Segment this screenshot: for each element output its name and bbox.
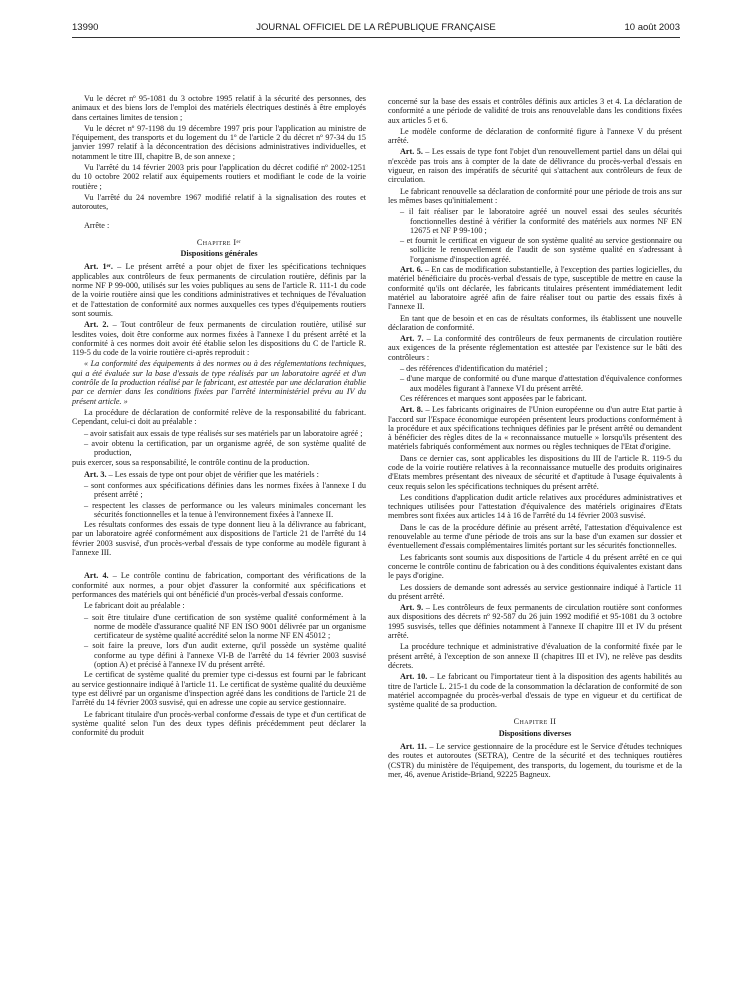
right-column bbox=[388, 97, 682, 781]
visa-paragraph: Vu le décret nº 97-1198 du 19 décembre 1997 pris pour l'application au ministre de l'équipement, des transports et du logement du 1º de l'article 2 du décret nº 97-34 du 15 janvier 1997 relatif à la déconcentration des décisions administratives individuelles, et notamment le titre III, chapitre B, de son annexe ; bbox=[72, 123, 366, 161]
article-8 bbox=[388, 405, 682, 451]
article-text: – La conformité des contrôleurs de feux permanents de circulation routière aux exigences de la présente réglementation est attestée par l'existence sur le bâti des contrôleurs : bbox=[388, 334, 682, 362]
article-text: – Tout contrôleur de feux permanents de circulation routière, utilisé sur lesdites voies, doit être conforme aux normes fixées à l'annexe I du présent arrêté et la conformité à ces normes doit avoir été établie selon les dispositions du C de l'article R. 119-5 du code de la voirie routière ci-après reproduit : bbox=[72, 320, 366, 358]
paragraph: concerné sur la base des essais et contrôles définis aux articles 3 et 4. La déclaration de conformité a une période de validité de trois ans renouvelable dans les conditions fixées aux articles 5 et 6. bbox=[388, 97, 682, 125]
chapter-subtitle: Dispositions diverses bbox=[498, 728, 572, 738]
article-label: Art. 8. bbox=[400, 405, 423, 415]
article-text: – Le fabricant ou l'importateur tient à la disposition des agents habilités au titre de l'article L. 215-1 du code de la consommation la déclaration de conformité de son matériel accompagnée du procès-verbal d'essais de type en vigueur et du certificat de système qualité de sa production. bbox=[388, 672, 682, 710]
article-label: Art. 5. bbox=[400, 147, 423, 157]
article-text: – Les essais de type ont pour objet de vérifier que les matériels : bbox=[106, 469, 319, 479]
paragraph: Les fabricants sont soumis aux dispositions de l'article 4 du présent arrêté en ce qui concerne le contrôle continu de fabrication ou à des conditions équivalentes existant dans le pays d'origine. bbox=[388, 552, 682, 581]
article-5 bbox=[388, 147, 682, 184]
paragraph: puis exercer, sous sa responsabilité, le contrôle continu de la production. bbox=[72, 458, 310, 468]
chapter-subtitle: Dispositions générales bbox=[180, 249, 258, 259]
article-text: – Les essais de type font l'objet d'un renouvellement partiel dans un délai qui n'excède pas trois ans à compter de la date de délivrance du procès-verbal d'essais en vigueur, en raison des impératifs de sécurité qui s'attachent aux contrôleurs de feux de circulation. bbox=[388, 147, 683, 185]
paragraph: Le certificat de système qualité du premier type ci-dessus est fourni par le fabricant au service gestionnaire indiqué à l'article 11. Le certificat de système qualité du deuxième type est délivré par un organisme d'inspection agréé dans les conditions de l'article 21 de l'arrêté du 14 février 2003 susvisé, qui en adresse une copie au service gestionnaire. bbox=[72, 670, 366, 708]
visa-paragraph: Vu l'arrêté du 24 novembre 1967 modifié relatif à la signalisation des routes et autoroutes, bbox=[72, 192, 366, 212]
visa-paragraph: Vu le décret nº 95-1081 du 3 octobre 1995 relatif à la sécurité des personnes, des animaux et des biens lors de l'emploi des matériels électriques destinés à être employés dans certaines limites de tension ; bbox=[72, 94, 366, 122]
article-2 bbox=[72, 320, 366, 357]
list-item: – des références d'identification du matériel ; bbox=[400, 364, 548, 374]
list-item: – sont conformes aux spécifications définies dans les normes fixées à l'annexe I du présent arrêté ; bbox=[84, 480, 366, 500]
chapter-title: Chapitre II bbox=[513, 717, 557, 727]
paragraph: Les conditions d'application dudit article relatives aux procédures administratives et techniques utilisées pour l'attestation d'équivalence des matériels originaires d'Etats membres sont fixées aux articles 14 à 16 de l'arrêté du 14 février 2003 susvisé. bbox=[388, 492, 682, 521]
paragraph: La procédure technique et administrative d'évaluation de la conformité fixée par le présent arrêté, à l'exception de son annexe II (chapitres III et IV), ne relève pas desdits décrets. bbox=[388, 642, 682, 670]
article-label: Art. 4. bbox=[84, 571, 109, 581]
article-text: – Le contrôle continu de fabrication, comportant des vérifications de la conformité aux normes, a pour objet d'assurer la conformité aux spécifications et performances des matériels qui ont bénéficié d'un procès-verbal d'essais conforme. bbox=[72, 571, 367, 599]
paragraph: Le fabricant doit au préalable : bbox=[84, 601, 185, 611]
list-item: – respectent les classes de performance ou les valeurs minimales concernant les sécurités fonctionnelles et la tenue à l'environnement fixées à l'annexe II. bbox=[84, 500, 366, 519]
paragraph: Les résultats conformes des essais de type donnent lieu à la délivrance au fabricant, par un laboratoire agréé conformément aux dispositions de l'article 21 de l'arrêté du 14 février 2003 susvisé, d'un procès-verbal d'essais de type conforme au modèle figurant à l'annexe III. bbox=[72, 520, 366, 558]
article-1 bbox=[72, 262, 366, 318]
paragraph: La procédure de déclaration de conformité relève de la responsabilité du fabricant. Cependant, celui-ci doit au préalable : bbox=[72, 407, 366, 427]
arrete-line: Arrête : bbox=[84, 220, 110, 230]
journal-title: JOURNAL OFFICIEL DE LA RÉPUBLIQUE FRANÇAISE bbox=[256, 22, 496, 33]
article-7 bbox=[388, 334, 682, 362]
article-11 bbox=[388, 742, 682, 779]
header-rule bbox=[72, 37, 680, 38]
article-text: – Les fabricants originaires de l'Union européenne ou d'un autre Etat partie à l'accord sur l'Espace économique européen présentent leurs productions conformément à la procédure et aux spécifications techniques définies par le présent arrêté ou demandent à bénéficier des règles dites de la « reconnaissance mutuelle » lorsqu'ils présentent des matériels fabriqués conformément aux normes ou règles techniques de l'Etat d'origine. bbox=[388, 405, 682, 452]
paragraph: Ces références et marques sont apposées par le fabricant. bbox=[400, 393, 587, 403]
article-label: Art. 2. bbox=[84, 320, 109, 330]
article-text: – Le service gestionnaire de la procédure est le Service d'études techniques des routes et autoroutes (SETRA), Centre de la sécurité et des techniques routières (CSTR) du ministère de l'équipement, des transports, du logement, du tourisme et de la mer, 46, avenue Aristide-Briand, 92225 Bagneux. bbox=[388, 742, 682, 779]
paragraph: Les dossiers de demande sont adressés au service gestionnaire indiqué à l'article 11 du présent arrêté. bbox=[388, 582, 682, 601]
article-6 bbox=[388, 265, 682, 311]
list-item: – soit faire la preuve, lors d'un audit externe, qu'il possède un système qualité conforme au type défini à l'annexe VI-B de l'arrêté du 14 février 2003 susvisé (option A) et précisé à l'annexe IV du présent arrêté. bbox=[84, 641, 366, 670]
paragraph: Le fabricant titulaire d'un procès-verbal conforme d'essais de type et d'un certificat de système qualité selon l'un des deux types définis précédemment peut déclarer la conformité du produit bbox=[72, 709, 366, 738]
article-label: Art. 10. bbox=[400, 672, 428, 682]
list-item: – soit être titulaire d'une certification de son système qualité conformément à la norme de modèle d'assurance qualité NF EN ISO 9001 délivrée par un organisme certificateur de système qualité accrédité selon la norme NF EN 45012 ; bbox=[84, 612, 366, 641]
left-column bbox=[72, 94, 366, 739]
list-item: – et fournit le certificat en vigueur de son système qualité au service gestionnaire ou sollicite le renouvellement de l'audit de son système qualité en s'adressant à l'organisme d'inspection agréé. bbox=[400, 236, 682, 264]
list-item: – avoir obtenu la certification, par un organisme agréé, de son système qualité de production, bbox=[84, 438, 366, 458]
article-label: Art. 3. bbox=[84, 469, 107, 479]
article-text: – Les contrôleurs de feux permanents de circulation routière sont conformes aux dispositions des décrets nº 92-587 du 26 juin 1992 modifié et 95-1081 du 3 octobre 1995 susvisés, telles que définies notamment à l'annexe II chapitre III et IV du présent arrêté. bbox=[388, 603, 682, 641]
paragraph: Le fabricant renouvelle sa déclaration de conformité pour une période de trois ans sur les mêmes bases qu'initialement : bbox=[388, 186, 682, 205]
article-4 bbox=[72, 571, 366, 599]
list-item: – il fait réaliser par le laboratoire agréé un nouvel essai des seules sécurités fonctionnelles destiné à vérifier la conformité des matériels aux normes NF EN 12675 et NF P 99-100 ; bbox=[400, 207, 682, 235]
visa-paragraph: Vu l'arrêté du 14 février 2003 pris pour l'application du décret codifié nº 2002-1251 du 10 octobre 2002 relatif aux équipements routiers et modifiant le code de la voirie routière ; bbox=[72, 163, 366, 191]
page-number: 13990 bbox=[72, 22, 99, 33]
article-label: Art. 1ᵉʳ. bbox=[84, 262, 113, 272]
paragraph: Dans le cas de la procédure définie au présent arrêté, l'attestation d'équivalence est renouvelable au terme d'une période de trois ans sur la base d'un examen sur dossier et éventuellement d'essais complémentaires limités portant sur les sécurités fonctionnelles. bbox=[388, 522, 682, 551]
paragraph: Dans ce dernier cas, sont applicables les dispositions du III de l'article R. 119-5 du code de la voirie routière relatives à la reconnaissance mutuelle des produits originaires d'Etats membres présentant des niveaux de sécurité et d'aptitude à l'usage équivalents à ceux requis selon les spécifications techniques du présent arrêté. bbox=[388, 453, 682, 491]
chapter-title: Chapitre Iᵉʳ bbox=[196, 237, 242, 247]
article-text: – En cas de modification substantielle, à l'exception des parties logicielles, du matériel bénéficiaire du procès-verbal d'essais de type, susceptible de mettre en cause la conformité qu'ils ont déclarée, les fabricants titulaires présentent immédiatement ledit matériel au laboratoire agréé afin de faire réaliser tout ou partie des essais fixés à l'annexe II. bbox=[388, 265, 682, 312]
article-label: Art. 9. bbox=[400, 603, 424, 613]
article-label: Art. 6. bbox=[400, 265, 423, 275]
article-10 bbox=[388, 672, 682, 709]
issue-date: 10 août 2003 bbox=[624, 22, 680, 33]
paragraph: Le modèle conforme de déclaration de conformité figure à l'annexe V du présent arrêté. bbox=[388, 126, 682, 146]
code-quote: « La conformité des équipements à des normes ou à des réglementations techniques, qui a été évaluée sur la base d'essais de type réalisés par un laboratoire agréé et d'un contrôle de la production réalisé par le fabricant, est attestée par une déclaration établie par ce dernier dans les conditions fixées par l'arrêté interministériel prévu au IV du présent article. » bbox=[72, 359, 366, 406]
article-text: – Le présent arrêté a pour objet de fixer les spécifications techniques applicables aux contrôleurs de feux permanents de circulation routière, définis par la norme NF P 99-000, utilisés sur les voies publiques au sens de l'article R. 111-1 du code de la voirie routière ainsi que les conditions administratives et techniques de l'évaluation et de l'attestation de conformité aux normes auxquelles ces types d'équipements routiers sont soumis. bbox=[72, 262, 366, 318]
article-9 bbox=[388, 603, 682, 640]
list-item: – d'une marque de conformité ou d'une marque d'attestation d'équivalence conformes aux modèles figurant à l'annexe VI du présent arrêté. bbox=[400, 374, 682, 393]
article-3 bbox=[72, 470, 366, 479]
list-item: – avoir satisfait aux essais de type réalisés sur ses matériels par un laboratoire agréé ; bbox=[84, 428, 363, 438]
paragraph: En tant que de besoin et en cas de résultats conformes, ils établissent une nouvelle déclaration de conformité. bbox=[388, 313, 682, 332]
article-label: Art. 11. bbox=[400, 742, 427, 751]
article-label: Art. 7. bbox=[400, 334, 424, 344]
